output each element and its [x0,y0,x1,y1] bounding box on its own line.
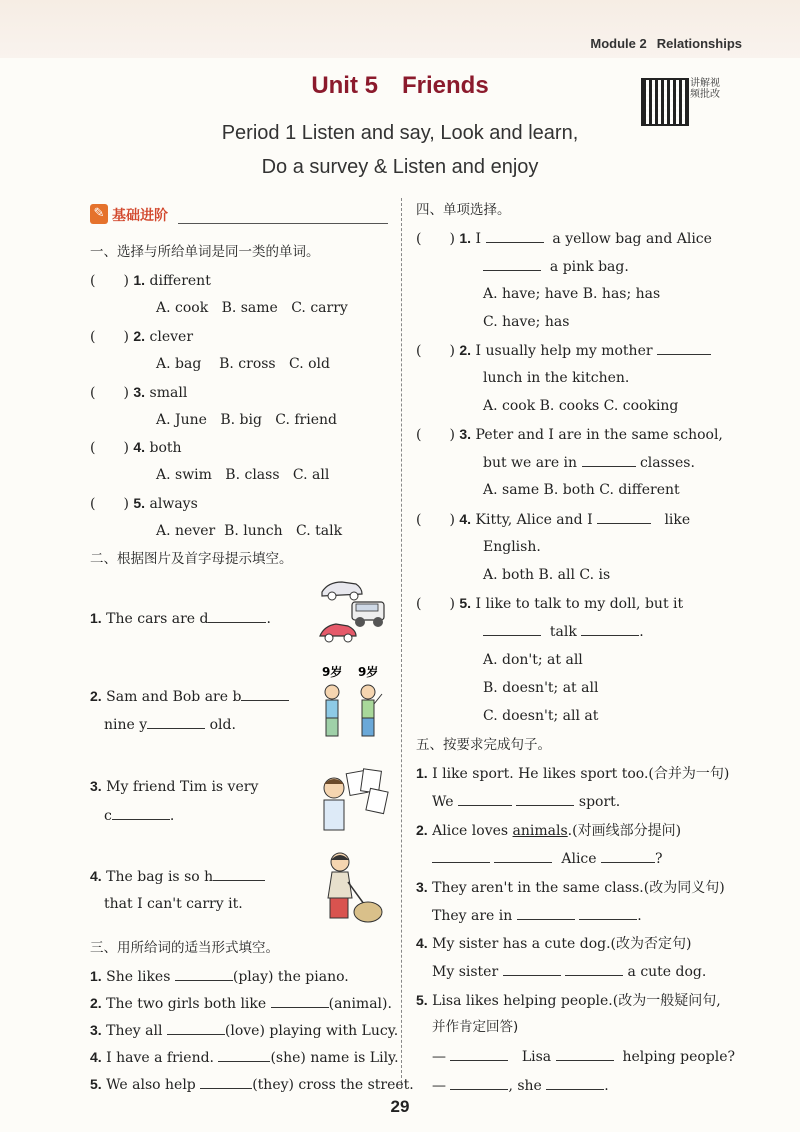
part1-q5: ( ) 5. always [90,495,198,512]
part4-q4-options: A. both B. all C. is [483,567,611,583]
part5-q4: 4. My sister has a cute dog.(改为否定句) [416,935,692,952]
part5-q2: 2. Alice loves animals.(对画线部分提问) [416,822,682,839]
part4-q3: ( ) 3. Peter and I are in the same school, [416,426,723,443]
part1-q3: ( ) 3. small [90,384,188,401]
module-label: Module 2 [590,36,647,51]
part3-q4: 4. I have a friend. (she) name is Lily. [90,1049,399,1066]
unit-title: Unit 5 Friends [311,72,489,99]
part3-q5: 5. We also help (they) cross the street. [90,1076,414,1093]
part4-q5-option-c: C. doesn't; all at [483,708,599,724]
part5-q1-answer: We sport. [432,791,620,812]
part2-q2: 2. Sam and Bob are b [90,686,289,707]
boy-with-papers-image [318,766,390,838]
part2-q3: 3. My friend Tim is very [90,778,259,795]
part1-title: 一、选择与所给单词是同一类的单词。 [90,244,320,260]
part2-q4-line2: that I can't carry it. [104,896,243,912]
part1-q5-options: A. never B. lunch C. talk [156,523,343,539]
part4-q5-option-b: B. doesn't; at all [483,680,599,696]
pencil-icon: ✎ [90,204,108,224]
part4-q2: ( ) 2. I usually help my mother [416,340,711,361]
svg-text:9岁: 9岁 [358,665,379,679]
part4-q2-line2: lunch in the kitchen. [483,370,630,386]
part2-q2-line2: nine y old. [104,714,236,735]
part5-q5-answer: — , she . [432,1075,609,1096]
part4-q4: ( ) 4. Kitty, Alice and I like [416,511,691,528]
part5-q5-line2: 并作肯定回答) [432,1019,519,1035]
page-number: 29 [390,1097,410,1116]
part5-q3: 3. They aren't in the same class.(改为同义句) [416,879,725,896]
part1-q4-options: A. swim B. class C. all [156,467,330,483]
svg-text:9岁: 9岁 [322,665,343,679]
part5-q5-question: — Lisa helping people? [432,1046,735,1067]
part1-q3-options: A. June B. big C. friend [156,412,337,428]
part5-q5: 5. Lisa likes helping people.(改为一般疑问句, [416,992,721,1009]
part5-title: 五、按要求完成句子。 [416,737,551,753]
qr-caption: 讲解视频批改 [690,78,720,100]
part4-q3-line2: but we are in classes. [483,452,695,473]
part2-q4: 4. The bag is so h [90,866,265,887]
running-header [580,36,742,51]
part4-q3-options: A. same B. both C. different [483,482,680,498]
part1-q2-options: A. bag B. cross C. old [156,356,330,372]
part4-q1-options-2: C. have; has [483,314,570,330]
part4-q4-line2: English. [483,539,541,555]
part3-q1: 1. She likes (play) the piano. [90,968,349,985]
part4-q5: ( ) 5. I like to talk to my doll, but it [416,595,684,612]
part1-q1: ( ) 1. different [90,272,211,289]
part1-q4: ( ) 4. both [90,439,182,456]
two-boys-image [318,664,388,746]
part4-q5-line2: talk . [483,621,644,642]
column-divider [401,198,402,1088]
part4-q5-option-a: A. don't; at all [483,652,583,668]
part4-q1: ( ) 1. I a yellow bag and Alice [416,230,712,247]
part5-q1: 1. I like sport. He likes sport too.(合并为一句) [416,765,730,782]
part4-q2-options: A. cook B. cooks C. cooking [483,398,679,414]
part5-q3-answer: They are in . [432,905,642,926]
part2-q3-line2: c . [104,805,174,826]
part2-q1: 1. The cars are d . [90,610,271,627]
section-badge: ✎ 基础进阶 [90,204,388,226]
part5-q4-answer: My sister a cute dog. [432,961,706,982]
part3-q2: 2. The two girls both like (animal). [90,995,392,1012]
topic-label: Relationships [656,36,742,51]
part2-title: 二、根据图片及首字母提示填空。 [90,551,293,567]
qr-code-icon[interactable] [641,78,689,126]
cars-image [318,574,388,654]
girl-with-bag-image [320,848,386,926]
part1-q2: ( ) 2. clever [90,328,194,345]
period-line-2: Do a survey & Listen and enjoy [261,156,539,178]
part4-q1-line2: a pink bag. [483,256,629,277]
part5-q2-answer: Alice ? [432,848,663,869]
part4-q1-options-1: A. have; have B. has; has [483,286,661,302]
period-line-1: Period 1 Listen and say, Look and learn, [221,122,579,144]
part4-title: 四、单项选择。 [416,202,511,218]
part1-q1-options: A. cook B. same C. carry [156,300,348,316]
part3-q3: 3. They all (love) playing with Lucy. [90,1022,399,1039]
part3-title: 三、用所给词的适当形式填空。 [90,940,279,956]
